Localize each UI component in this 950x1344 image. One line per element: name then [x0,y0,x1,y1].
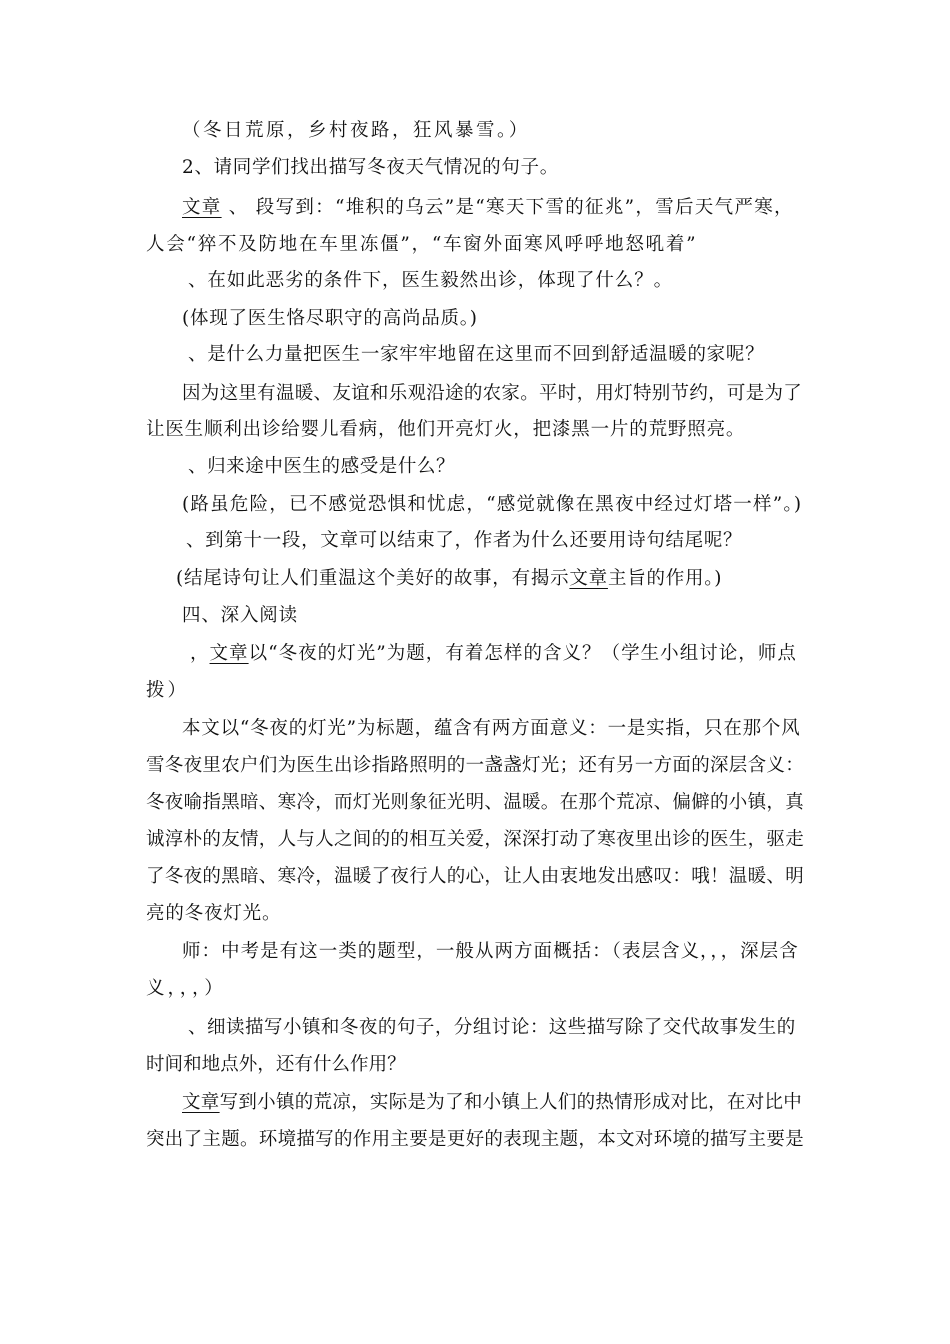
line-text: 因为这里有温暖、友谊和乐观沿途的农家。平时，用灯特别节约，可是为了 [182,383,803,404]
text-line [146,232,697,258]
line-text: 、细读描写小镇和冬夜的句子，分组讨论：这些描写除了交代故事发生的 [188,1017,796,1038]
line-text: 四、深入阅读 [182,605,298,626]
text-line [186,528,742,554]
line-text: 2、请同学们找出描写冬夜天气情况的句子。 [182,157,559,178]
line-text: 诚淳朴的友情，人与人之间的的相互关爱，深深打动了寒夜里出诊的医生，驱走 [146,829,805,850]
line-text: 冬夜喻指黑暗、寒冷，而灯光则象征光明、温暖。在那个荒凉、偏僻的小镇，真 [146,792,805,813]
line-text: 、在如此恶劣的条件下，医生毅然出诊，体现了什么？。 [188,270,674,291]
line-text: 、 段写到：“堆积的乌云”是“寒天下雪的征兆”，雪后天气严寒， [221,197,794,218]
line-text: 雪冬夜里农户们为医生出诊指路照明的一盏盏灯光；还有另一方面的深层含义： [146,755,805,776]
text-line [146,753,804,779]
line-text: 本文以“冬夜的灯光”为标题，蕴含有两方面意义：一是实指，只在那个风 [182,718,801,739]
line-text: 人会“猝不及防地在车里冻僵”，“车窗外面寒风呼呼地怒吼着” [146,234,698,255]
text-line [188,1015,796,1041]
line-text: 了冬夜的黑暗、寒冷，温暖了夜行人的心，让人由衷地发出感叹：哦！温暖、明 [146,866,805,887]
text-line [182,381,802,407]
text-line [182,939,799,965]
text-line [146,417,745,443]
underlined-word: 文章 [182,197,222,218]
text-line [146,1052,406,1078]
text-line [188,454,455,480]
text-line [176,566,722,592]
line-text: 、到第十一段，文章可以结束了，作者为什么还要用诗句结尾呢？ [186,530,743,551]
text-line [182,195,794,221]
line-text: 写到小镇的荒凉，实际是为了和小镇上人们的热情形成对比，在对比中 [219,1092,803,1113]
text-line [182,306,478,332]
line-text: (结尾诗句让人们重温这个美好的故事，有揭示 [176,568,570,589]
underlined-word: 文章 [569,568,608,589]
text-line [182,118,530,144]
text-line [146,1127,804,1153]
text-line [146,678,189,704]
text-line [146,827,804,853]
text-line [146,864,804,890]
text-line [146,790,804,816]
text-line [182,1090,802,1116]
section-heading [182,603,298,629]
text-line [182,155,559,181]
line-text: 时间和地点外，还有什么作用？ [146,1054,406,1075]
line-text: 以“冬夜的灯光”为题，有着怎样的含义？（学生小组讨论，师点 [248,643,797,664]
text-line [146,976,226,1002]
text-line [182,716,801,742]
line-text: (路虽危险，已不感觉恐惧和忧虑，“感觉就像在黑夜中经过灯塔一样”。) [182,494,803,515]
line-text: (体现了医生恪尽职守的高尚品质。) [182,308,478,329]
line-text: （冬日荒原，乡村夜路，狂风暴雪。） [182,120,530,141]
line-text: 亮的冬夜灯光。 [146,903,282,924]
line-text: 义，，，） [146,978,226,999]
line-text: 、是什么力量把医生一家牢牢地留在这里而不回到舒适温暖的家呢？ [188,344,765,365]
text-line [188,268,673,294]
line-text: 拨） [146,680,190,701]
line-text: 突出了主题。环境描写的作用主要是更好的表现主题，本文对环境的描写主要是 [146,1129,805,1150]
line-text: 让医生顺利出诊给婴儿看病，他们开亮灯火，把漆黑一片的荒野照亮。 [146,419,746,440]
line-text: ， [190,643,210,664]
line-text: 主旨的作用。) [607,568,723,589]
underlined-word: 文章 [209,643,249,664]
underlined-word: 文章 [182,1092,220,1113]
text-line [182,492,802,518]
text-line [190,641,797,667]
line-text: 师：中考是有这一类的题型，一般从两方面概括：（表层含义，，，深层含 [182,941,799,962]
line-text: 、归来途中医生的感受是什么？ [188,456,456,477]
text-line [146,901,281,927]
text-line [188,342,764,368]
